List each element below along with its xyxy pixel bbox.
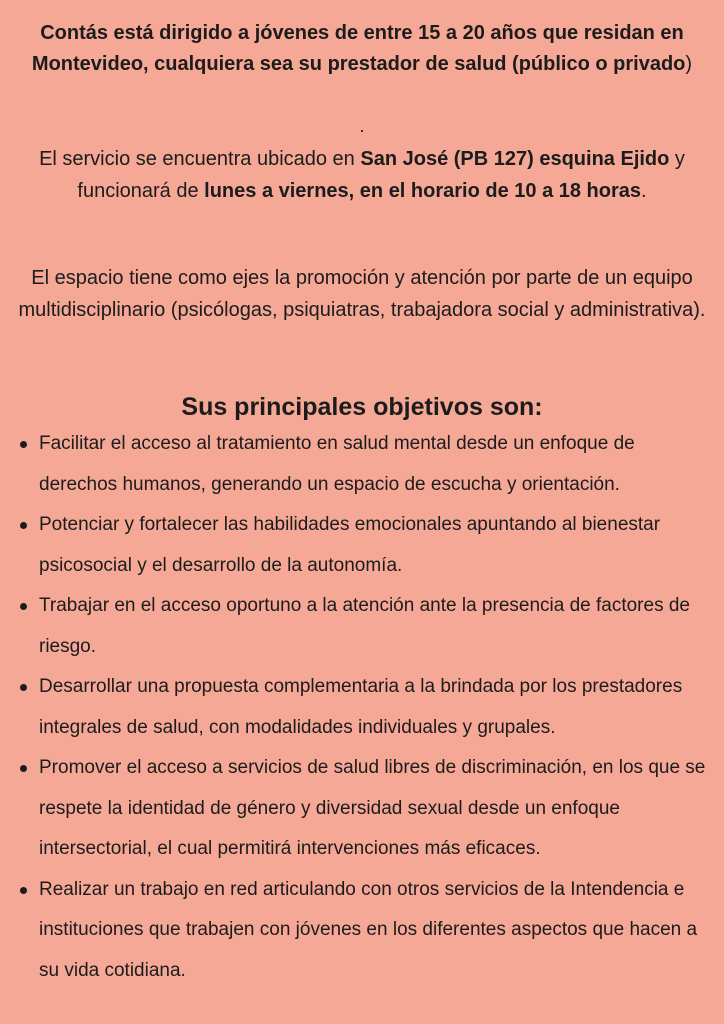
objective-item <box>0 667 724 748</box>
objective-text: Facilitar el acceso al tratamiento en salud mental desde un enfoque de derechos humanos, generando un espacio de escucha y orientación. <box>39 433 635 495</box>
service-text-2: y funcionará de <box>77 148 685 202</box>
objective-item <box>0 748 724 870</box>
objectives-list <box>0 424 724 991</box>
intro-paragraph <box>6 18 718 80</box>
objective-item <box>0 586 724 667</box>
objectives-heading: Sus principales objetivos son: <box>181 393 543 421</box>
bullet-icon <box>20 522 27 529</box>
service-text-1: El servicio se encuentra ubicado en <box>39 148 361 170</box>
service-schedule: lunes a viernes, en el horario de 10 a 18 horas <box>204 180 642 202</box>
objective-text: Trabajar en el acceso oportuno a la atención ante la presencia de factores de riesgo. <box>39 595 690 657</box>
bullet-icon <box>20 887 27 894</box>
objective-text: Desarrollar una propuesta complementaria a la brindada por los prestadores integrales de salud, con modalidades individuales y grupales. <box>39 676 683 738</box>
bullet-icon <box>20 441 27 448</box>
bullet-icon <box>20 603 27 610</box>
objective-item <box>0 505 724 586</box>
objective-text: Potenciar y fortalecer las habilidades emocionales apuntando al bienestar psicosocial y el desarrollo de la autonomía. <box>39 514 661 576</box>
bullet-icon <box>20 765 27 772</box>
service-location: San José (PB 127) esquina Ejido <box>360 148 670 170</box>
objective-text: Realizar un trabajo en red articulando con otros servicios de la Intendencia e instituciones que trabajen con jóvenes en los diferentes aspectos que hacen a su vida cotidiana. <box>39 878 698 981</box>
intro-closing-paren: ) <box>685 53 693 75</box>
separator-dot: . <box>359 116 365 136</box>
service-text-3: . <box>641 180 647 202</box>
bullet-icon <box>20 684 27 691</box>
service-paragraph <box>6 143 718 207</box>
objective-item <box>0 424 724 505</box>
intro-text: Contás está dirigido a jóvenes de entre 15 a 20 años que residan en Montevideo, cualquiera sea su prestador de salud (público o privado <box>31 22 686 75</box>
objective-text: Promover el acceso a servicios de salud libres de discriminación, en los que se respete la identidad de género y diversidad sexual desde un enfoque intersectorial, el cual permitirá intervenciones más eficaces. <box>39 757 706 859</box>
space-paragraph: El espacio tiene como ejes la promoción y atención por parte de un equipo multidisciplinario (psicólogas, psiquiatras, trabajadora social y administrativa). <box>18 267 706 321</box>
objective-item <box>0 870 724 992</box>
